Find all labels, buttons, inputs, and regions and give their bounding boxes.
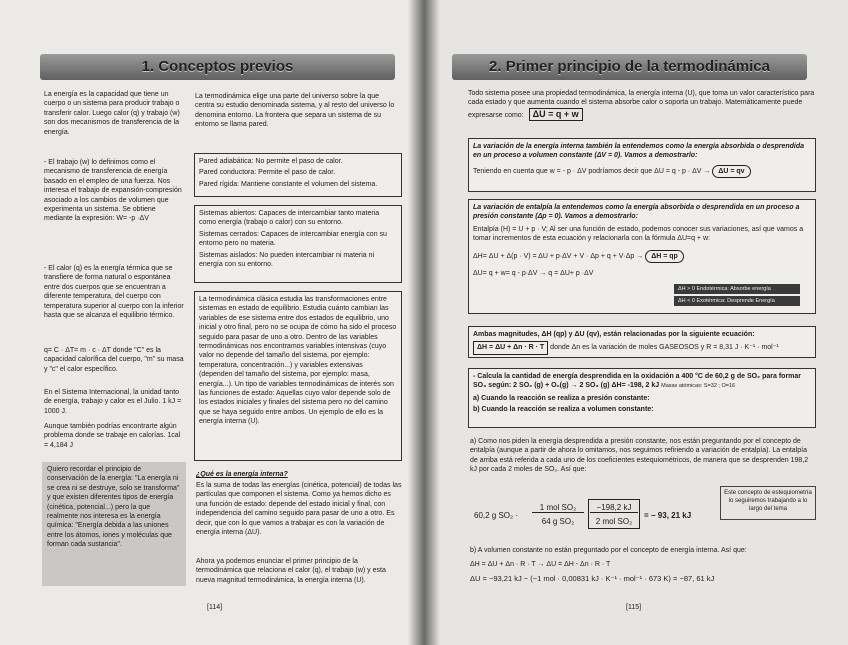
enthalpy-derivation: [473, 250, 811, 263]
heat-formula: q= C · ΔT= m · c · ΔT donde "C" es la capacidad calorífica del cuerpo, "m" su masa y "c" el calor específico.: [44, 347, 184, 373]
exercise-part-a: a) Cuando la reacción se realiza a presión constante:: [473, 394, 650, 402]
constant-volume-box: [468, 138, 816, 192]
isolated-systems: Sistemas aislados: No pueden intercambiar ni materia ni energía con su entorno.: [199, 251, 375, 269]
constant-pressure-statement: La variación de entalpía la entendemos como la energía absorbida o desprendida en un proceso a presión constante (Δp = 0). Vamos a demostrarlo:: [473, 204, 800, 221]
exercise-part-b: b) Cuando la reacción se realiza a volumen constante:: [473, 406, 654, 414]
constant-volume-statement: La variación de la energía interna también la entendemos como la energía absorbida o desprendida en un proceso a volumen constante (ΔV = 0). Vamos a demostrarlo:: [473, 143, 805, 160]
atomic-masses: Masas atómicas: S=32 ; O=16: [661, 383, 736, 390]
solution-b-eq2: ΔU = −93,21 kJ − (−1 mol · 0,00831 kJ · K⁻¹ · mol⁻¹ · 673 K) = −87, 61 kJ: [470, 574, 715, 583]
system-definition: La termodinámica elige una parte del universo sobre la que centra su estudio denominada sistema, y al resto del universo lo denomina entorno. La frontera que separa un sistema de su entorno se llama pared.: [195, 93, 395, 129]
open-systems: Sistemas abiertos: Capaces de intercambiar tanto materia como energía (trabajo o calor) con su entorno.: [199, 210, 380, 227]
exothermic-note: ΔH < 0 Exotérmica: Desprende Energía: [674, 296, 800, 306]
right-gutter-shadow: [424, 0, 440, 645]
right-section-title: 2. Primer principio de la termodinámica: [489, 58, 770, 75]
heat-definition: - El calor (q) es la energía térmica que se transfiere de forma natural o espontánea entre dos cuerpos que se encuentran a diferente temperatura, del cuerpo con temperatura superior al cuerpo con la inferior hasta que se alcanza el equilibrio térmico.: [44, 265, 184, 320]
calc-mol-num: 1 mol SO₂: [532, 503, 584, 513]
calc-kj-num: −198,2 kJ: [590, 503, 638, 513]
intro-text: Todo sistema posee una propiedad termodinámica, la energía interna (U), que toma un valor característico para cada estado y que aumenta cuando el sistema absorbe calor o soporta un trabajo. Matemáticamente puede expresarse como:: [468, 90, 815, 119]
internal-energy-intro: [468, 89, 818, 129]
delta-h-qp-result: ΔH = qp: [645, 250, 684, 263]
enthalpy-definition: Entalpía (H) = U + p · V; Al ser una función de estado, podemos conocer sus variaciones, así que vamos a tomar incrementos de esta ecuación y relacionarla con la fórmula ΔU=q + w:: [473, 225, 804, 243]
solution-b-text: b) A volumen constante no están preguntado por el concepto de energía interna. Así que:: [470, 547, 747, 554]
constant-volume-derivation: [473, 165, 811, 178]
calc-mass: 60,2 g SO₂ ·: [474, 511, 519, 520]
solution-a-text: a) Como nos piden la energía desprendida a presión constante, nos están preguntando por el concepto de entalpía (aunque a partir de ahora lo omitamos, nos seguimos refiriendo a variación de entalpía). La entalpía de arriba está referida a cada uno de los coeficientes estequiométricos, de manera que se desprenden 198,2 kJ por cada 2 moles de SO₂. Así que:: [470, 438, 809, 474]
si-units-note: En el Sistema Internacional, la unidad tanto de energía, trabajo y calor es el Julio. 1 kJ = 1000 J.: [44, 389, 182, 415]
closed-systems: Sistemas cerrados: Capaces de intercambiar energía con su entorno pero no materia.: [199, 230, 387, 248]
stoichiometry-note: Este concepto de estequiometría lo seguiremos trabajando a lo largo del tema: [720, 486, 816, 520]
relation-explanation: donde Δn es la variación de moles GASEOSOS y R = 8,31 J · K⁻¹ · mol⁻¹: [550, 344, 779, 352]
endothermic-note: ΔH > 0 Endotérmica: Absorbe energía: [674, 284, 800, 294]
energy-definition: La energía es la capacidad que tiene un cuerpo o un sistema para producir trabajo o transferir calor. Luego calor (q) y trabajo (w) son dos mecanismos de transferencia de la energía.: [44, 91, 180, 136]
calc-mol-den: 64 g SO₂: [541, 517, 575, 526]
first-principle-intro: Ahora ya podemos enunciar el primer principio de la termodinámica que relaciona el calor (q), el trabajo (w) y esta nueva magnitud termodinámica, la energía interna (U).: [196, 558, 386, 584]
relation-equation: ΔH = ΔU + Δn · R · T: [473, 341, 548, 354]
right-section-title-band: [452, 54, 807, 80]
left-section-title-band: [40, 54, 395, 80]
relation-equation-line: [473, 341, 811, 354]
thermodynamics-box: La termodinámica clásica estudia las transformaciones entre sistemas en estado de equilibrio. Estudia cuánto cambian las variables de ese sistema entre dos estados de equilibrio, uno inicial y otro final, pero no se ocupa de cómo ha sido el proceso seguido para pasar de uno a otro. Dentro de las variables termodinámicas nos encontramos variables intensivas (cuyo valor no depende del tamaño del sistema, por ejemplo: temperatura, concentración...) y variables extensivas (dependen del tamaño del sistema, por ejemplo: masa, energía...). Un tipo de variables termodinámicas de interés son las funciones de estado: Aquellas cuyo valor depende solo de los estados iniciales y finales del sistema pero no del camino que se haya seguido entre ambos. Un ejemplo de ello es la energía interna (U).: [194, 291, 402, 461]
exercise-text: - Calcula la cantidad de energía desprendida en la oxidación a 400 °C de 60,2 g de SO₂ para formar SO₃ según: 2 SO₂ (g) + O₂(g) → 2 SO₃ (g) ΔH= -198, 2 kJ: [473, 373, 802, 390]
wall-adiabatic: Pared adiabática: No permite el paso de calor.: [199, 158, 343, 165]
exercise-statement: [473, 372, 811, 392]
stoichiometry-calc: [474, 497, 724, 537]
internal-energy-question: ¿Qué es la energía interna?: [196, 471, 288, 478]
calories-note: Aunque también podrías encontrarte algún problema donde se trabaje en calorías. 1cal = 4,184 J: [44, 423, 181, 449]
internal-energy-text: Es la suma de todas las energías (cinética, potencial) de todas las partículas que componen el sistema. Como ya hemos dicho es una función de estado: depende del estado inicial y final, con independencia del camino seguido para pasar de uno a otro. Es decir, que con lo que vamos a trabajar es con la variación de energía interna (ΔU).: [196, 482, 402, 537]
energy-conservation-box: Quiero recordar el principio de conservación de la energía: "La energía ni se crea ni se destruye, solo se transforma" y que existen diferentes tipos de energía (cinética, potencial...) pero la que realmente nos interesa es la energía química: "Energía debida a las uniones entre los átomos, iones y moléculas que forman cada sustancia".: [42, 462, 186, 586]
relation-box: [468, 326, 816, 358]
relation-statement: Ambas magnitudes, ΔH (qp) y ΔU (qv), están relacionadas por la siguiente ecuación:: [473, 331, 755, 338]
calc-result: = − 93, 21 kJ: [644, 511, 692, 520]
left-page-number: [114]: [207, 604, 223, 611]
right-page: [424, 0, 848, 645]
heat-relation: ΔU= q + w= q - p·ΔV → q = ΔU+ p ·ΔV: [473, 270, 594, 278]
left-section-title: 1. Conceptos previos: [141, 58, 294, 75]
wall-rigid: Pared rígida: Mantiene constante el volumen del sistema.: [199, 180, 378, 188]
exercise-box: [468, 368, 816, 428]
work-definition: - El trabajo (w) lo definimos como el mecanismo de transferencia de energía basado en el empleo de una fuerza. Nos interesa el trabajo de expansión-compresión asociado a los cambios de volumen que experimenta un sistema. Se obtiene mediante la expresión: W= -p ·ΔV: [44, 159, 182, 223]
walls-box: [194, 153, 402, 197]
wall-conductive: Pared conductora: Permite el paso de calor.: [199, 169, 336, 177]
left-gutter-shadow: [408, 0, 424, 645]
constant-volume-derivation-text: Teniendo en cuenta que w = - p · ΔV podríamos decir que ΔU = q - p · ΔV →: [473, 167, 711, 175]
right-page-number: [115]: [626, 604, 642, 611]
delta-u-qv-result: ΔU = qv: [712, 165, 750, 178]
calc-kj-den: 2 mol SO₂: [595, 517, 633, 526]
solution-b-eq1: ΔH = ΔU + Δn · R · T → ΔU = ΔH - Δn · R · T: [470, 561, 611, 568]
first-principle-equation: ΔU = q + w: [529, 108, 583, 121]
systems-box: [194, 205, 402, 283]
enthalpy-derivation-text: ΔH= ΔU + Δ(p · V) = ΔU + p·ΔV + V · Δp + q + V·Δp →: [473, 252, 644, 260]
